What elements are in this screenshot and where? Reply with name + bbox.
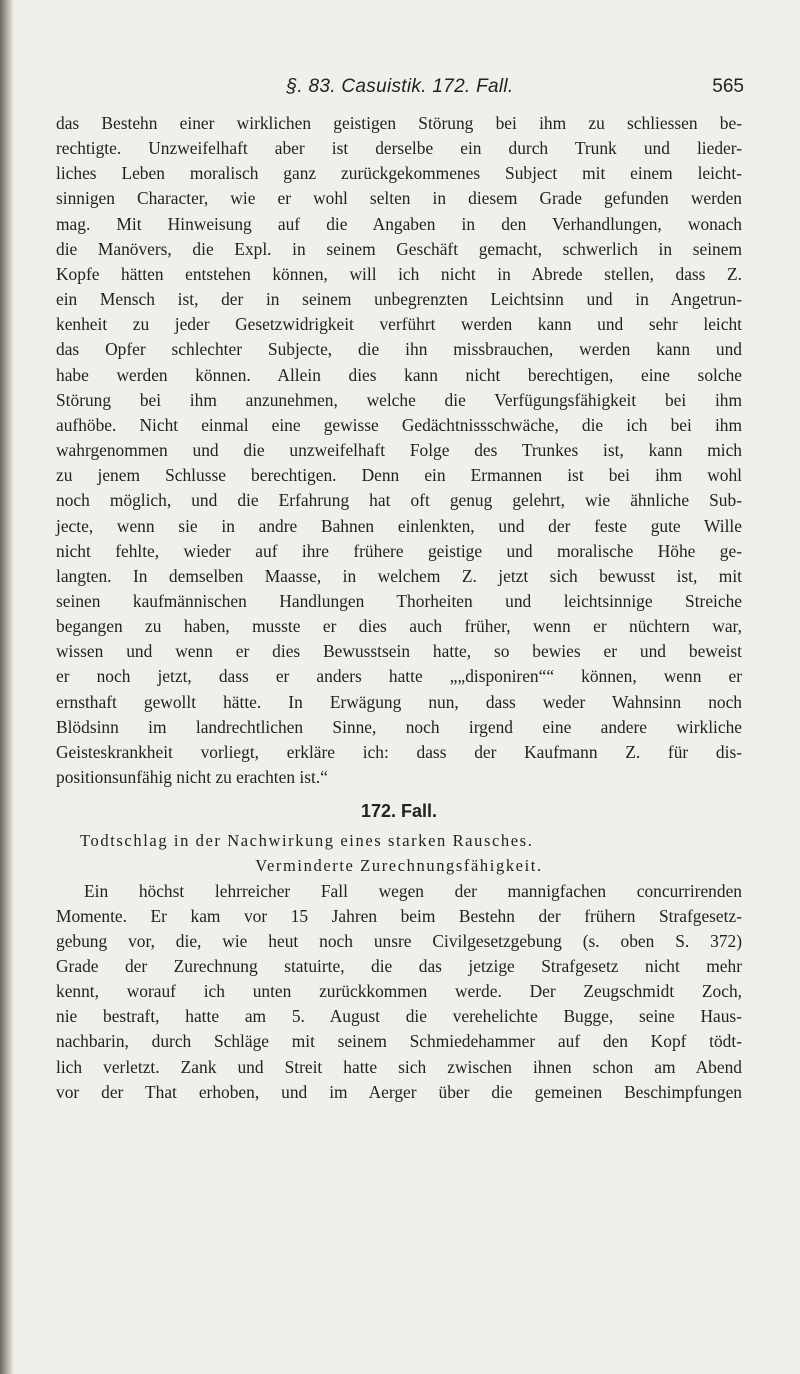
body-text <box>56 111 742 1105</box>
text-line: Geisteskrankheit vorliegt, erkläre ich: dass der Kaufmann Z. für dis- <box>56 741 742 762</box>
text-line: mag. Mit Hinweisung auf die Angaben in den Verhandlungen, wonach <box>56 213 742 234</box>
text-line: Störung bei ihm anzunehmen, welche die Verfügungsfähigkeit bei ihm <box>56 389 742 410</box>
text-line: begangen zu haben, musste er dies auch früher, wenn er nüchtern war, <box>56 616 742 637</box>
text-line: das Opfer schlechter Subjecte, die ihn missbrauchen, werden kann und <box>56 339 742 360</box>
running-head: §. 83. Casuistik. 172. Fall. <box>286 76 514 97</box>
text-line: nachbarin, durch Schläge mit seinem Schmiedehammer auf den Kopf tödt- <box>56 1031 742 1052</box>
paragraph-continuation <box>56 111 742 790</box>
text-line: noch möglich, und die Erfahrung hat oft genug gelehrt, wie ähnliche Sub- <box>56 490 742 511</box>
text-line: ernsthaft gewollt hätte. In Erwägung nun, dass weder Wahnsinn noch <box>56 691 742 712</box>
text-line: liches Leben moralisch ganz zurückgekommenes Subject mit einem leicht- <box>56 163 742 184</box>
text-line: Momente. Er kam vor 15 Jahren beim Bestehn der frühern Strafgesetz- <box>56 905 742 926</box>
text-line: habe werden können. Allein dies kann nicht berechtigen, eine solche <box>56 364 742 385</box>
text-line: sinnigen Character, wie er wohl selten in diesem Grade gefunden werden <box>56 188 742 209</box>
text-line: nicht fehlte, wieder auf ihre frühere geistige und moralische Höhe ge- <box>56 540 742 561</box>
case-heading: 172. Fall. <box>360 801 438 822</box>
case-subheading-title: Todtschlag in der Nachwirkung eines starken Rausches. <box>80 831 534 851</box>
text-line: rechtigte. Unzweifelhaft aber ist derselbe ein durch Trunk und lieder- <box>56 138 742 159</box>
text-line: seinen kaufmännischen Handlungen Thorheiten und leichtsinnige Streiche <box>56 590 742 611</box>
text-line: kennt, worauf ich unten zurückkommen werde. Der Zeugschmidt Zoch, <box>56 981 742 1002</box>
text-line: wissen und wenn er dies Bewusstsein hatte, so bewies er und beweist <box>56 641 742 662</box>
text-line: kenheit zu jeder Gesetzwidrigkeit verführt werden kann und sehr leicht <box>56 314 742 335</box>
text-line: aufhöbe. Nicht einmal eine gewisse Gedächtnissschwäche, die ich bei ihm <box>56 414 742 435</box>
text-line: gebung vor, die, wie heut noch unsre Civilgesetzgebung (s. oben S. 372) <box>56 930 742 951</box>
text-line: jecte, wenn sie in andre Bahnen einlenkten, und der feste gute Wille <box>56 515 742 536</box>
page-header <box>56 70 744 104</box>
text-line: Ein höchst lehrreicher Fall wegen der mannigfachen concurrirenden <box>84 880 742 901</box>
text-line: die Manövers, die Expl. in seinem Geschäft gemacht, schwerlich in seinem <box>56 238 742 259</box>
text-line: lich verletzt. Zank und Streit hatte sich zwischen ihnen schon am Abend <box>56 1056 742 1077</box>
text-line: das Bestehn einer wirklichen geistigen Störung bei ihm zu schliessen be- <box>56 113 742 133</box>
text-line: Grade der Zurechnung statuirte, die das jetzige Strafgesetz nicht mehr <box>56 956 742 976</box>
text-line: zu jenem Schlusse berechtigen. Denn ein Ermannen ist bei ihm wohl <box>56 465 742 486</box>
text-line: positionsunfähig nicht zu erachten ist.“ <box>56 767 328 788</box>
text-line: vor der That erhoben, und im Aerger über die gemeinen Beschimpfungen <box>56 1081 742 1102</box>
text-line: ein Mensch ist, der in seinem unbegrenzten Leichtsinn und in Angetrun- <box>56 289 742 310</box>
text-line: langten. In demselben Maasse, in welchem Z. jetzt sich bewusst ist, mit <box>56 565 742 586</box>
text-line: Blödsinn im landrechtlichen Sinne, noch irgend eine andere wirkliche <box>56 716 742 737</box>
paragraph-case-description <box>56 879 742 1105</box>
text-line: wahrgenommen und die unzweifelhaft Folge des Trunkes ist, kann mich <box>56 440 742 461</box>
case-subheading-diagnosis: Verminderte Zurechnungsfähigkeit. <box>255 856 543 876</box>
text-line: nie bestraft, hatte am 5. August die verehelichte Bugge, seine Haus- <box>56 1006 742 1027</box>
text-line: er noch jetzt, dass er anders hatte „„disponiren““ können, wenn er <box>56 666 742 687</box>
text-line: Kopfe hätten entstehen können, will ich nicht in Abrede stellen, dass Z. <box>56 263 742 284</box>
page-number: 565 <box>712 76 744 97</box>
